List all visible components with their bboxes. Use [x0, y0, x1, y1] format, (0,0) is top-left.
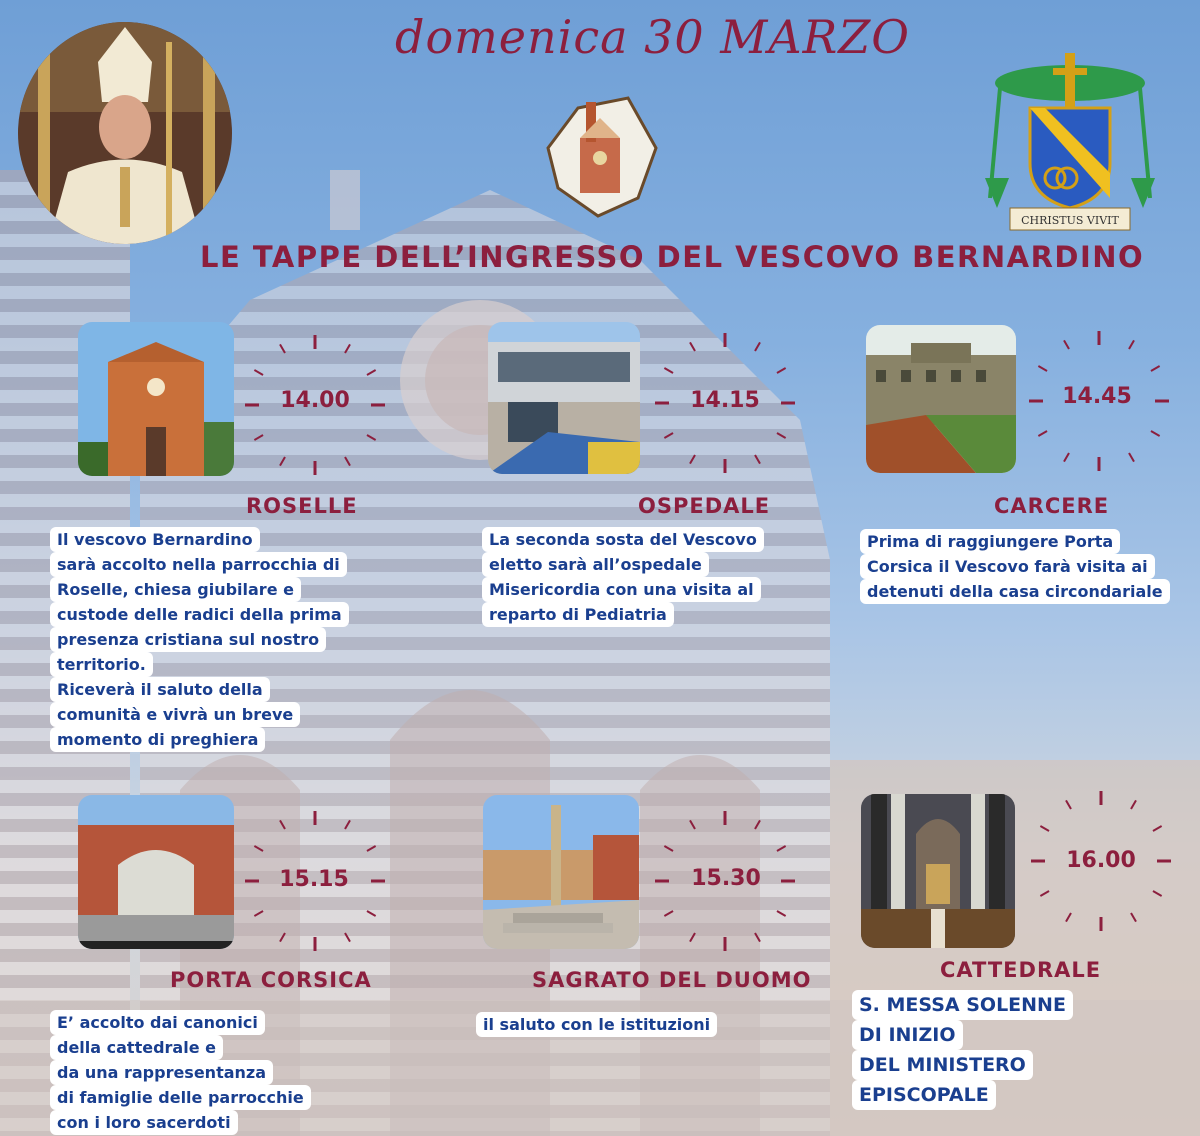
desc-line: E’ accolto dai canonici [50, 1010, 265, 1035]
desc-line: sarà accolto nella parrocchia di [50, 552, 347, 577]
desc-line: Misericordia con una visita al [482, 577, 761, 602]
clock-tick [1153, 826, 1162, 831]
clock-tick [345, 933, 350, 942]
desc-line: Roselle, chiesa giubilare e [50, 577, 301, 602]
clock-tick [1038, 431, 1047, 436]
stop-time: 14.45 [1062, 384, 1132, 409]
clock-tick [280, 457, 285, 466]
desc-line: comunità e vivrà un breve [50, 702, 300, 727]
clock-tick [1151, 431, 1160, 436]
desc-line: di famiglie delle parrocchie [50, 1085, 311, 1110]
clock-tick [280, 933, 285, 942]
clock-tick [755, 933, 760, 942]
clock-tick [367, 370, 376, 375]
clock-tick [345, 344, 350, 353]
desc-line: Riceverà il saluto della [50, 677, 270, 702]
stop-name: OSPEDALE [638, 494, 771, 518]
stop-name: CARCERE [994, 494, 1110, 518]
clock-tick [755, 820, 760, 829]
desc-line: EPISCOPALE [852, 1080, 996, 1110]
desc-line: Il vescovo Bernardino [50, 527, 260, 552]
stop-name: ROSELLE [246, 494, 358, 518]
desc-line: Corsica il Vescovo farà visita ai [860, 554, 1155, 579]
clock-tick [367, 846, 376, 851]
clock-tick [1131, 800, 1136, 809]
desc-line: presenza cristiana sul nostro [50, 627, 326, 652]
stop-time: 15.30 [691, 866, 761, 891]
desc-line: da una rappresentanza [50, 1060, 273, 1085]
stop-time: 15.15 [279, 867, 349, 892]
desc-line: La seconda sosta del Vescovo [482, 527, 764, 552]
clock-tick [1040, 891, 1049, 896]
clock-tick [254, 435, 263, 440]
stop-name: CATTEDRALE [940, 958, 1102, 982]
clock-tick [755, 455, 760, 464]
clock-tick [1129, 340, 1134, 349]
clock-tick [664, 846, 673, 851]
clock-tick [254, 846, 263, 851]
stop-description [476, 1012, 717, 1037]
clock-tick [664, 911, 673, 916]
clock-tick [690, 455, 695, 464]
clock-tick [1153, 891, 1162, 896]
desc-line: DEL MINISTERO [852, 1050, 1033, 1080]
clock-tick [1131, 913, 1136, 922]
stop-description [860, 529, 1170, 604]
clock-tick [345, 820, 350, 829]
desc-line: Prima di raggiungere Porta [860, 529, 1120, 554]
bishop-portrait [18, 22, 232, 244]
clock-tick [690, 933, 695, 942]
desc-line: DI INIZIO [852, 1020, 963, 1050]
clock-tick [1129, 453, 1134, 462]
clock-tick [690, 342, 695, 351]
clock-tick [254, 370, 263, 375]
clock-tick [664, 433, 673, 438]
clock-tick [280, 820, 285, 829]
desc-line: custode delle radici della prima [50, 602, 349, 627]
clock-tick [690, 820, 695, 829]
stop-photo-hospital-entrance [488, 322, 640, 474]
clock-tick [1040, 826, 1049, 831]
clock-tick [1064, 340, 1069, 349]
clock-tick [1038, 366, 1047, 371]
clock-tick [664, 368, 673, 373]
stop-photo-church-facade [78, 322, 234, 476]
stop-photo-cathedral-interior [861, 794, 1015, 948]
stop-photo-prison-building [866, 325, 1016, 473]
diocese-logo [538, 88, 660, 222]
event-date: domenica 30 MARZO [395, 10, 910, 64]
desc-line: territorio. [50, 652, 153, 677]
clock-tick [755, 342, 760, 351]
clock-tick [1066, 913, 1071, 922]
stop-description [50, 527, 349, 752]
clock-tick [1151, 366, 1160, 371]
clock-tick [254, 911, 263, 916]
clock-tick [1066, 800, 1071, 809]
desc-line: della cattedrale e [50, 1035, 223, 1060]
stop-time: 14.15 [690, 388, 760, 413]
clock-tick [345, 457, 350, 466]
clock-tick [367, 911, 376, 916]
stop-time: 16.00 [1066, 848, 1136, 873]
stop-description [852, 990, 1073, 1110]
clock-tick [777, 433, 786, 438]
clock-tick [1064, 453, 1069, 462]
desc-line: detenuti della casa circondariale [860, 579, 1170, 604]
desc-line: con i loro sacerdoti [50, 1110, 238, 1135]
clock-tick [777, 846, 786, 851]
stop-name: PORTA CORSICA [170, 968, 372, 992]
desc-line: il saluto con le istituzioni [476, 1012, 717, 1037]
coat-of-arms [985, 48, 1155, 247]
clock-tick [367, 435, 376, 440]
desc-line: momento di preghiera [50, 727, 265, 752]
stop-description [482, 527, 764, 627]
clock-tick [777, 911, 786, 916]
stop-description [50, 1010, 311, 1135]
stop-name: SAGRATO DEL DUOMO [532, 968, 812, 992]
clock-tick [777, 368, 786, 373]
desc-line: reparto di Pediatria [482, 602, 674, 627]
crest-motto: CHRISTUS VIVIT [1021, 214, 1119, 227]
stop-photo-city-gate [78, 795, 234, 949]
stop-time: 14.00 [280, 388, 350, 413]
page-title: LE TAPPE DELL’INGRESSO DEL VESCOVO BERNARDINO [200, 240, 1145, 274]
desc-line: eletto sarà all’ospedale [482, 552, 709, 577]
clock-tick [280, 344, 285, 353]
stop-photo-cathedral-square [483, 795, 639, 949]
desc-line: S. MESSA SOLENNE [852, 990, 1073, 1020]
